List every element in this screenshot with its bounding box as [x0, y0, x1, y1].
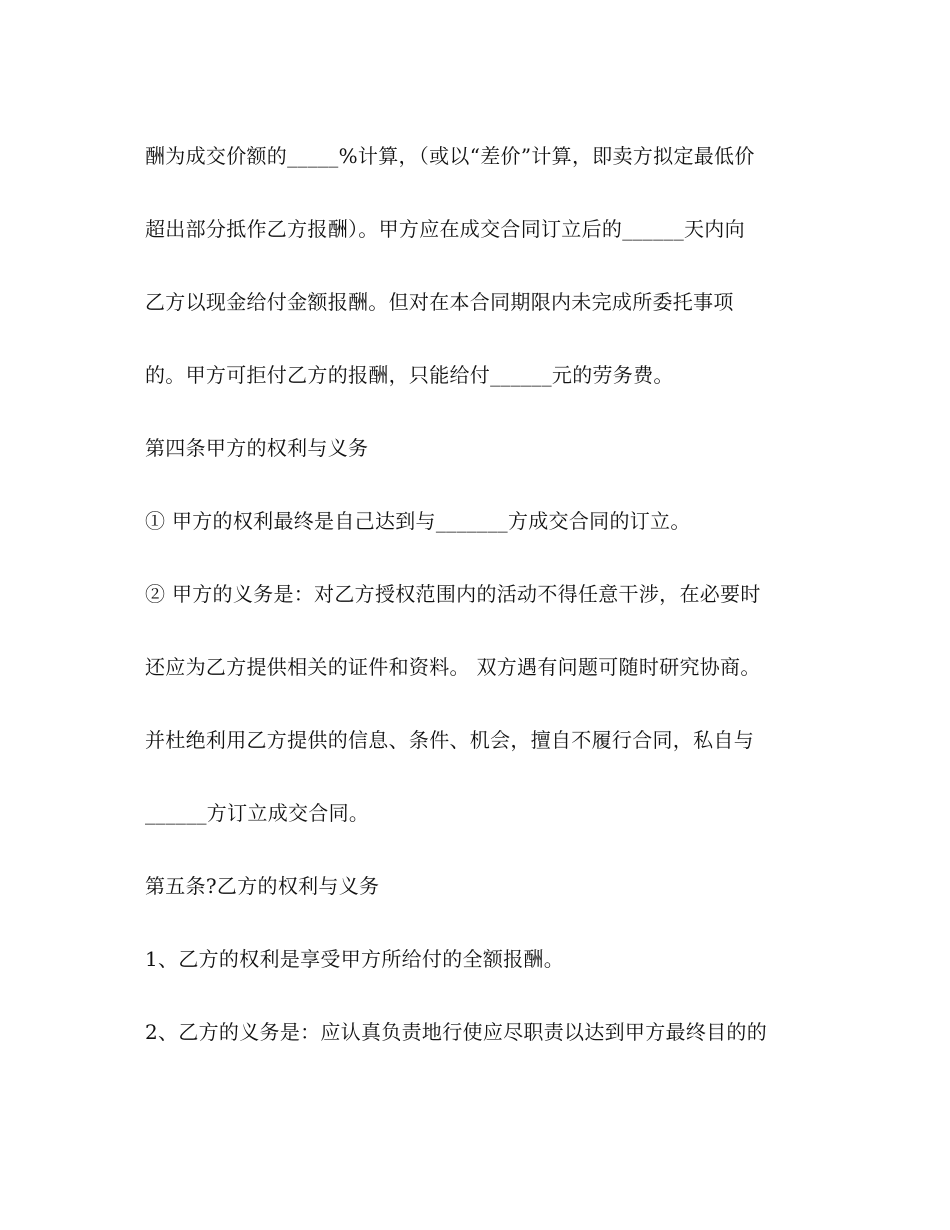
text-line: ② 甲方的义务是：对乙方授权范围内的活动不得任意干涉，在必要时 — [145, 582, 761, 606]
text-line: 还应为乙方提供相关的证件和资料。 双方遇有问题可随时研究协商。 — [145, 655, 761, 679]
text-line: 并杜绝利用乙方提供的信息、条件、机会，擅自不履行合同，私自与 — [145, 728, 754, 752]
section-heading: 第五条?乙方的权利与义务 — [145, 874, 380, 898]
section-heading: 第四条甲方的权利与义务 — [145, 436, 369, 460]
text-line: 2、乙方的义务是：应认真负责地行使应尽职责以达到甲方最终目的的 — [145, 1020, 768, 1044]
text-line: 酬为成交价额的_____%计算，（或以“差价”计算，即卖方拟定最低价 — [145, 144, 755, 168]
text-line: 乙方以现金给付金额报酬。但对在本合同期限内未完成所委托事项 — [145, 290, 734, 314]
text-line: ① 甲方的权利最终是自己达到与_______方成交合同的订立。 — [145, 509, 691, 533]
text-line: 的。甲方可拒付乙方的报酬，只能给付______元的劳务费。 — [145, 363, 674, 387]
text-line: 1、乙方的权利是享受甲方所给付的全额报酬。 — [145, 947, 565, 971]
text-line: ______方订立成交合同。 — [145, 801, 370, 825]
text-line: 超出部分抵作乙方报酬）。甲方应在成交合同订立后的______天内向 — [145, 217, 745, 241]
